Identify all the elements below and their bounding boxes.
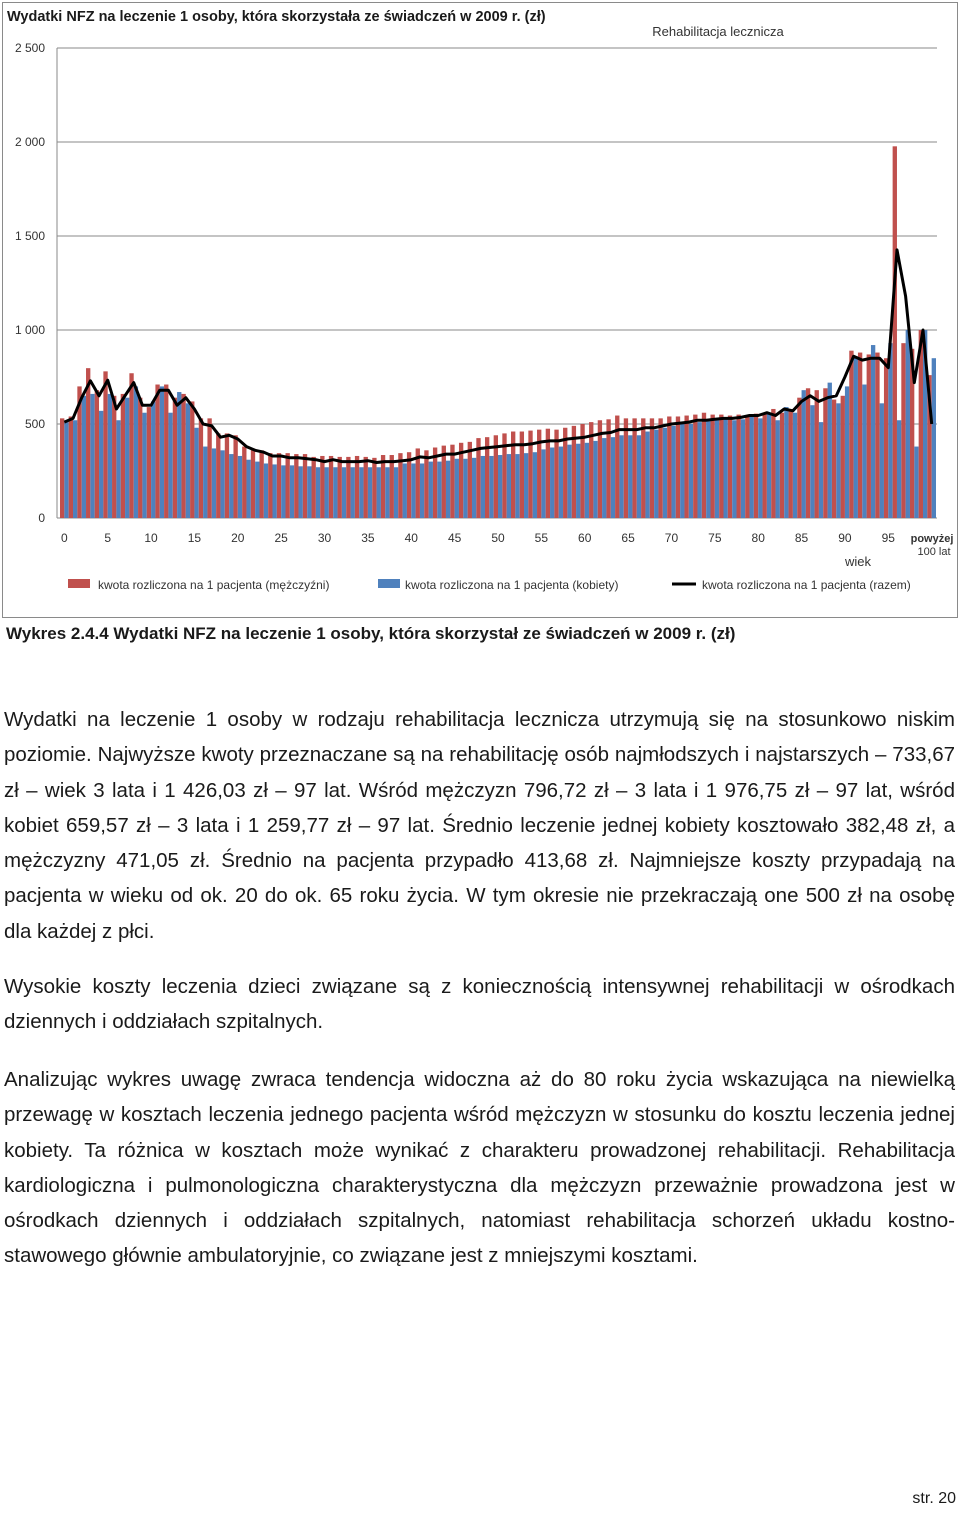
bar-women (351, 467, 355, 518)
bar-men (268, 453, 272, 518)
bar-women (194, 428, 198, 518)
bar-men (199, 418, 203, 518)
bar-women (507, 454, 511, 518)
bar-men (112, 396, 116, 518)
x-tick-label: 70 (664, 531, 679, 545)
bar-women (220, 450, 224, 518)
bar-women (724, 417, 728, 518)
bar-women (871, 345, 875, 518)
x-tick-label: 30 (317, 531, 332, 545)
bar-women (203, 447, 207, 518)
bar-men (702, 413, 706, 518)
bar-men (684, 416, 688, 518)
bar-women (654, 430, 658, 518)
bar-women (420, 463, 424, 518)
bar-women (90, 394, 94, 518)
bar-women (73, 420, 77, 518)
bar-men (181, 394, 185, 518)
bar-women (828, 383, 832, 518)
bar-women (671, 426, 675, 518)
bar-women (862, 385, 866, 518)
bar-men (806, 388, 810, 518)
chart-subtitle: Rehabilitacja lecznicza (652, 24, 784, 39)
x-tick-label: 35 (361, 531, 375, 545)
x-tick-label: 10 (144, 531, 158, 545)
bar-women (767, 413, 771, 518)
x-tick-label: 50 (491, 531, 505, 545)
y-axis-ticks (15, 41, 45, 525)
bar-men (468, 442, 472, 518)
bar-men (658, 418, 662, 518)
bar-women (836, 403, 840, 518)
bar-women (611, 437, 615, 518)
bar-women (411, 463, 415, 518)
bar-women (342, 467, 346, 518)
bar-men (225, 433, 229, 518)
bar-men (624, 418, 628, 518)
bar-women (715, 418, 719, 518)
y-tick-label: 500 (24, 417, 45, 431)
bar-men (277, 453, 281, 518)
bar-women (246, 460, 250, 518)
bar-women (888, 343, 892, 518)
bar-women (229, 454, 233, 518)
bar-women (802, 390, 806, 518)
bar-men (745, 416, 749, 518)
bar-men (407, 452, 411, 518)
legend-label: kwota rozliczona na 1 pacjenta (kobiety) (405, 578, 619, 592)
bar-women (680, 424, 684, 518)
x-axis-label: wiek (844, 554, 872, 569)
legend-swatch (68, 579, 90, 588)
bar-women (750, 416, 754, 518)
bar-men (901, 343, 905, 518)
bar-men (155, 385, 159, 518)
bar-women (706, 421, 710, 518)
bar-women (385, 467, 389, 518)
bar-men (190, 401, 194, 518)
bar-women (134, 386, 138, 518)
x-tick-label: 55 (534, 531, 549, 545)
bar-men (789, 410, 793, 518)
bar-women (619, 435, 623, 518)
bar-men (69, 416, 73, 518)
bar-men (442, 446, 446, 518)
bar-men (338, 457, 342, 518)
bar-men (719, 415, 723, 518)
bar-women (489, 456, 493, 518)
bar-women (776, 420, 780, 518)
bar-women (151, 401, 155, 518)
bar-men (312, 457, 316, 518)
bar-women (602, 438, 606, 518)
bar-women (689, 424, 693, 518)
bar-women (255, 462, 259, 518)
bar-women (585, 443, 589, 518)
bar-women (125, 398, 129, 518)
y-tick-label: 0 (38, 511, 45, 525)
bar-women (238, 456, 242, 518)
bar-men (173, 398, 177, 518)
bar-men (286, 453, 290, 518)
y-tick-label: 1 000 (14, 323, 45, 337)
x-tick-label: 95 (881, 531, 895, 545)
bar-men (832, 400, 836, 518)
bar-women (64, 422, 68, 518)
bar-men (693, 415, 697, 518)
bar-men (815, 390, 819, 518)
bar-women (359, 467, 363, 518)
chart-title: Wydatki NFZ na leczenie 1 osoby, która skorzystała ze świadczeń w 2009 r. (zł) (7, 9, 546, 25)
bar-men (737, 415, 741, 518)
bar-men (372, 458, 376, 518)
bar-women (307, 466, 311, 518)
x-tick-label: 45 (447, 531, 462, 545)
bar-women (784, 407, 788, 518)
bar-men (329, 456, 333, 518)
paragraph-2: Wysokie koszty leczenia dzieci związane są z koniecznością intensywnej rehabilitacji w ośrodkach dziennych i oddziałach szpitalnych. (4, 975, 955, 1034)
bar-men (320, 456, 324, 518)
bar-men (823, 388, 827, 518)
bar-women (160, 386, 164, 518)
x-axis-ticks (61, 531, 953, 558)
y-tick-label: 1 500 (14, 229, 45, 243)
bar-women (82, 396, 86, 518)
x-tick-label: 65 (621, 531, 635, 545)
bar-men (390, 455, 394, 518)
x-tick-label: 90 (838, 531, 852, 545)
bar-men (667, 416, 671, 518)
bar-women (463, 459, 467, 518)
bar-men (242, 447, 246, 518)
bar-women (325, 467, 329, 518)
bar-women (142, 413, 146, 518)
bar-men (771, 409, 775, 518)
bar-men (632, 418, 636, 518)
x-tick-label: 15 (187, 531, 202, 545)
chart (0, 0, 960, 620)
bar-women (854, 356, 858, 518)
bar-women (880, 403, 884, 518)
bar-women (663, 428, 667, 518)
bar-women (810, 405, 814, 518)
bar-women (108, 394, 112, 518)
bar-men (893, 146, 897, 518)
bar-women (524, 453, 528, 518)
bar-women (550, 448, 554, 519)
bar-women (559, 447, 563, 518)
bar-women (567, 445, 571, 518)
bar-men (294, 454, 298, 518)
bar-women (541, 449, 545, 518)
bar-women (299, 466, 303, 518)
bar-men (207, 418, 211, 518)
bar-women (333, 467, 337, 518)
bar-women (819, 422, 823, 518)
x-tick-label: 0 (60, 531, 68, 545)
bar-men (728, 416, 732, 518)
bar-women (455, 459, 459, 518)
bar-women (732, 420, 736, 518)
bar-women (897, 420, 901, 518)
paragraph-3: Analizując wykres uwagę zwraca tendencja widoczna aż do 80 roku życia wskazująca na niewielką przewagę w kosztach leczenia jednego pacjenta wśród mężczyzn w stosunku do kosztu leczenia jednej kobiety. Ta różnica w kosztach może wynikać z charakteru prowadzonej rehabilitacji. Rehabilitacja kardiologiczna i pulmonologiczna charakterystyczna dla mężczyzn przeważnie prowadzona jest w ośrodkach dziennych i oddziałach szpitalnych, natomiast rehabilitacja schorzeń układu kostno-stawowego głównie ambulatoryjnie, co związane jest z mniejszymi kosztami. (4, 1068, 955, 1268)
x-tick-label: 20 (231, 531, 245, 545)
bar-men (381, 455, 385, 518)
legend-label: kwota rozliczona na 1 pacjenta (razem) (702, 578, 911, 592)
bar-men (849, 351, 853, 518)
bar-men (424, 450, 428, 518)
bar-men (138, 398, 142, 518)
bar-men (875, 353, 879, 518)
paragraph-1: Wydatki na leczenie 1 osoby w rodzaju rehabilitacja lecznicza utrzymują się na stosunkowo niskim poziomie. Najwyższe kwoty przeznaczane są na rehabilitację osób najmłodszych i najstarszych – 733,67 zł – wiek 3 lata i 1 426,03 zł – 97 lat. Wśród mężczyzn 796,72 zł – 3 lata i 1 976,75 zł – 97 lat, wśród kobiet 659,57 zł – 3 lata i 1 259,77 zł – 97 lat. Średnio leczenie jednej kobiety kosztowało 382,48 zł, a mężczyzny 471,05 zł. Średnio na pacjenta przypadło 413,68 zł. Najmniejsze koszty przypadają na pacjenta w wieku od ok. 20 do ok. 65 roku życia. W tym okresie nie przekraczają one 500 zł na osobę dla każdej z płci. (4, 708, 955, 943)
bar-women (446, 461, 450, 518)
x-tick-label: 40 (404, 531, 418, 545)
bar-women (316, 467, 320, 518)
bar-men (398, 453, 402, 518)
x-tick-label: 75 (708, 531, 722, 545)
bar-women (212, 448, 216, 518)
bar-men (164, 385, 168, 518)
bar-men (60, 418, 64, 518)
bar-women (637, 435, 641, 518)
bar-women (272, 464, 276, 518)
bar-men (554, 430, 558, 518)
legend (68, 578, 911, 592)
x-tick-label: 60 (578, 531, 592, 545)
bar-men (641, 418, 645, 518)
bar-men (867, 354, 871, 518)
legend-swatch (378, 579, 400, 588)
bar-men (858, 353, 862, 518)
bar-women (793, 413, 797, 518)
bar-men (355, 456, 359, 518)
bar-women (168, 413, 172, 518)
bar-men (780, 413, 784, 518)
bar-men (95, 390, 99, 518)
bar-women (533, 452, 537, 518)
bar-women (429, 462, 433, 518)
x-tick-label: 80 (751, 531, 765, 545)
bar-women (498, 455, 502, 518)
bar-men (797, 398, 801, 518)
x-tick-label-last (911, 533, 954, 558)
bar-women (290, 465, 294, 518)
bar-women (932, 358, 936, 518)
page-number: str. 20 (912, 1490, 956, 1507)
bar-men (346, 457, 350, 518)
y-tick-label: 2 000 (14, 135, 45, 149)
bar-men (121, 394, 125, 518)
bar-women (593, 441, 597, 518)
figure-caption: Wykres 2.4.4 Wydatki NFZ na leczenie 1 osoby, która skorzystał ze świadczeń w 2009 r. (zł) (6, 624, 736, 643)
bar-women (576, 444, 580, 518)
bar-men (364, 457, 368, 518)
x-tick-label: 25 (274, 531, 288, 545)
bar-women (368, 467, 372, 518)
x-tick-label-line: powyżej (910, 533, 954, 545)
bar-women (403, 463, 407, 518)
bar-men (216, 433, 220, 518)
bar-women (914, 447, 918, 518)
bar-women (697, 422, 701, 518)
bar-women (645, 432, 649, 518)
bar-women (472, 458, 476, 518)
bar-women (906, 330, 910, 518)
bar-men (841, 396, 845, 518)
bar-women (394, 467, 398, 518)
bar-women (628, 435, 632, 518)
bar-women (281, 465, 285, 518)
bar-women (186, 403, 190, 518)
x-tick-label: 5 (104, 531, 112, 545)
bar-men (251, 448, 255, 518)
x-tick-label: 85 (794, 531, 809, 545)
bar-women (116, 420, 120, 518)
bar-women (437, 462, 441, 518)
bar-women (845, 386, 849, 518)
bars (60, 146, 936, 518)
bar-men (450, 445, 454, 518)
bar-men (259, 450, 263, 518)
bar-men (233, 435, 237, 518)
bar-women (758, 418, 762, 518)
legend-label: kwota rozliczona na 1 pacjenta (mężczyźni) (98, 578, 330, 592)
bar-men (710, 415, 714, 518)
bar-men (103, 371, 107, 518)
bar-men (650, 418, 654, 518)
bar-men (763, 413, 767, 518)
bar-women (515, 454, 519, 518)
bar-women (99, 411, 103, 518)
bar-men (303, 454, 307, 518)
bar-women (177, 392, 181, 518)
bar-women (377, 467, 381, 518)
bar-women (741, 419, 745, 518)
bar-women (481, 456, 485, 518)
bar-men (676, 416, 680, 518)
bar-men (129, 373, 133, 518)
bar-women (264, 463, 268, 518)
bar-men (754, 414, 758, 518)
bar-men (147, 407, 151, 518)
x-tick-label-line: 100 lat (917, 546, 951, 558)
bar-men (884, 358, 888, 518)
y-tick-label: 2 500 (14, 41, 45, 55)
